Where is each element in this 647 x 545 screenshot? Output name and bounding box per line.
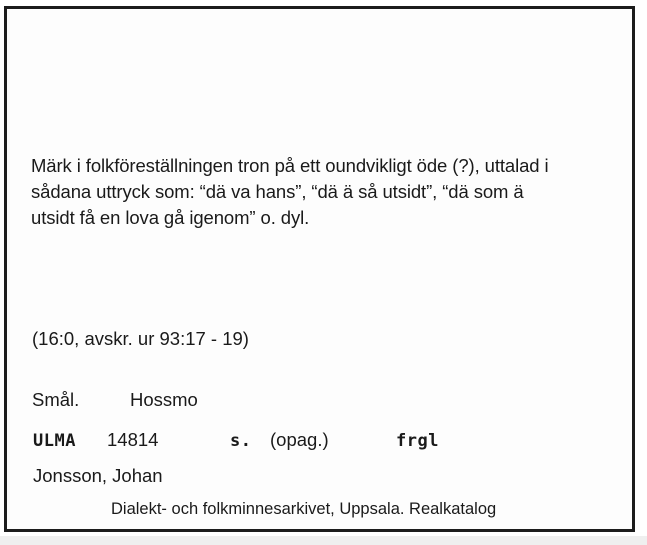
page-value: (opag.) [270,429,329,450]
card-description [31,153,621,231]
informant-name: Jonsson, Johan [33,465,163,486]
category-code: frgl [396,431,439,451]
source-reference: (16:0, avskr. ur 93:17 - 19) [32,328,249,349]
page-label: s. [230,431,252,451]
archive-number: 14814 [107,429,159,450]
catalog-card [4,6,635,532]
description-line-2: sådana uttryck som: “dä va hans”, “dä ä så utsidt”, “dä som ä [31,181,524,202]
card-bottom-edge [0,536,647,545]
description-line-1: Märk i folkföreställningen tron på ett oundvikligt öde (?), uttalad i [31,155,549,176]
description-line-3: utsidt få en lova gå igenom” o. dyl. [31,207,310,228]
province: Smål. [32,389,80,410]
parish: Hossmo [130,389,198,410]
archive-code: ULMA [33,431,76,451]
archive-footer: Dialekt- och folkminnesarkivet, Uppsala. Realkatalog [111,500,497,518]
